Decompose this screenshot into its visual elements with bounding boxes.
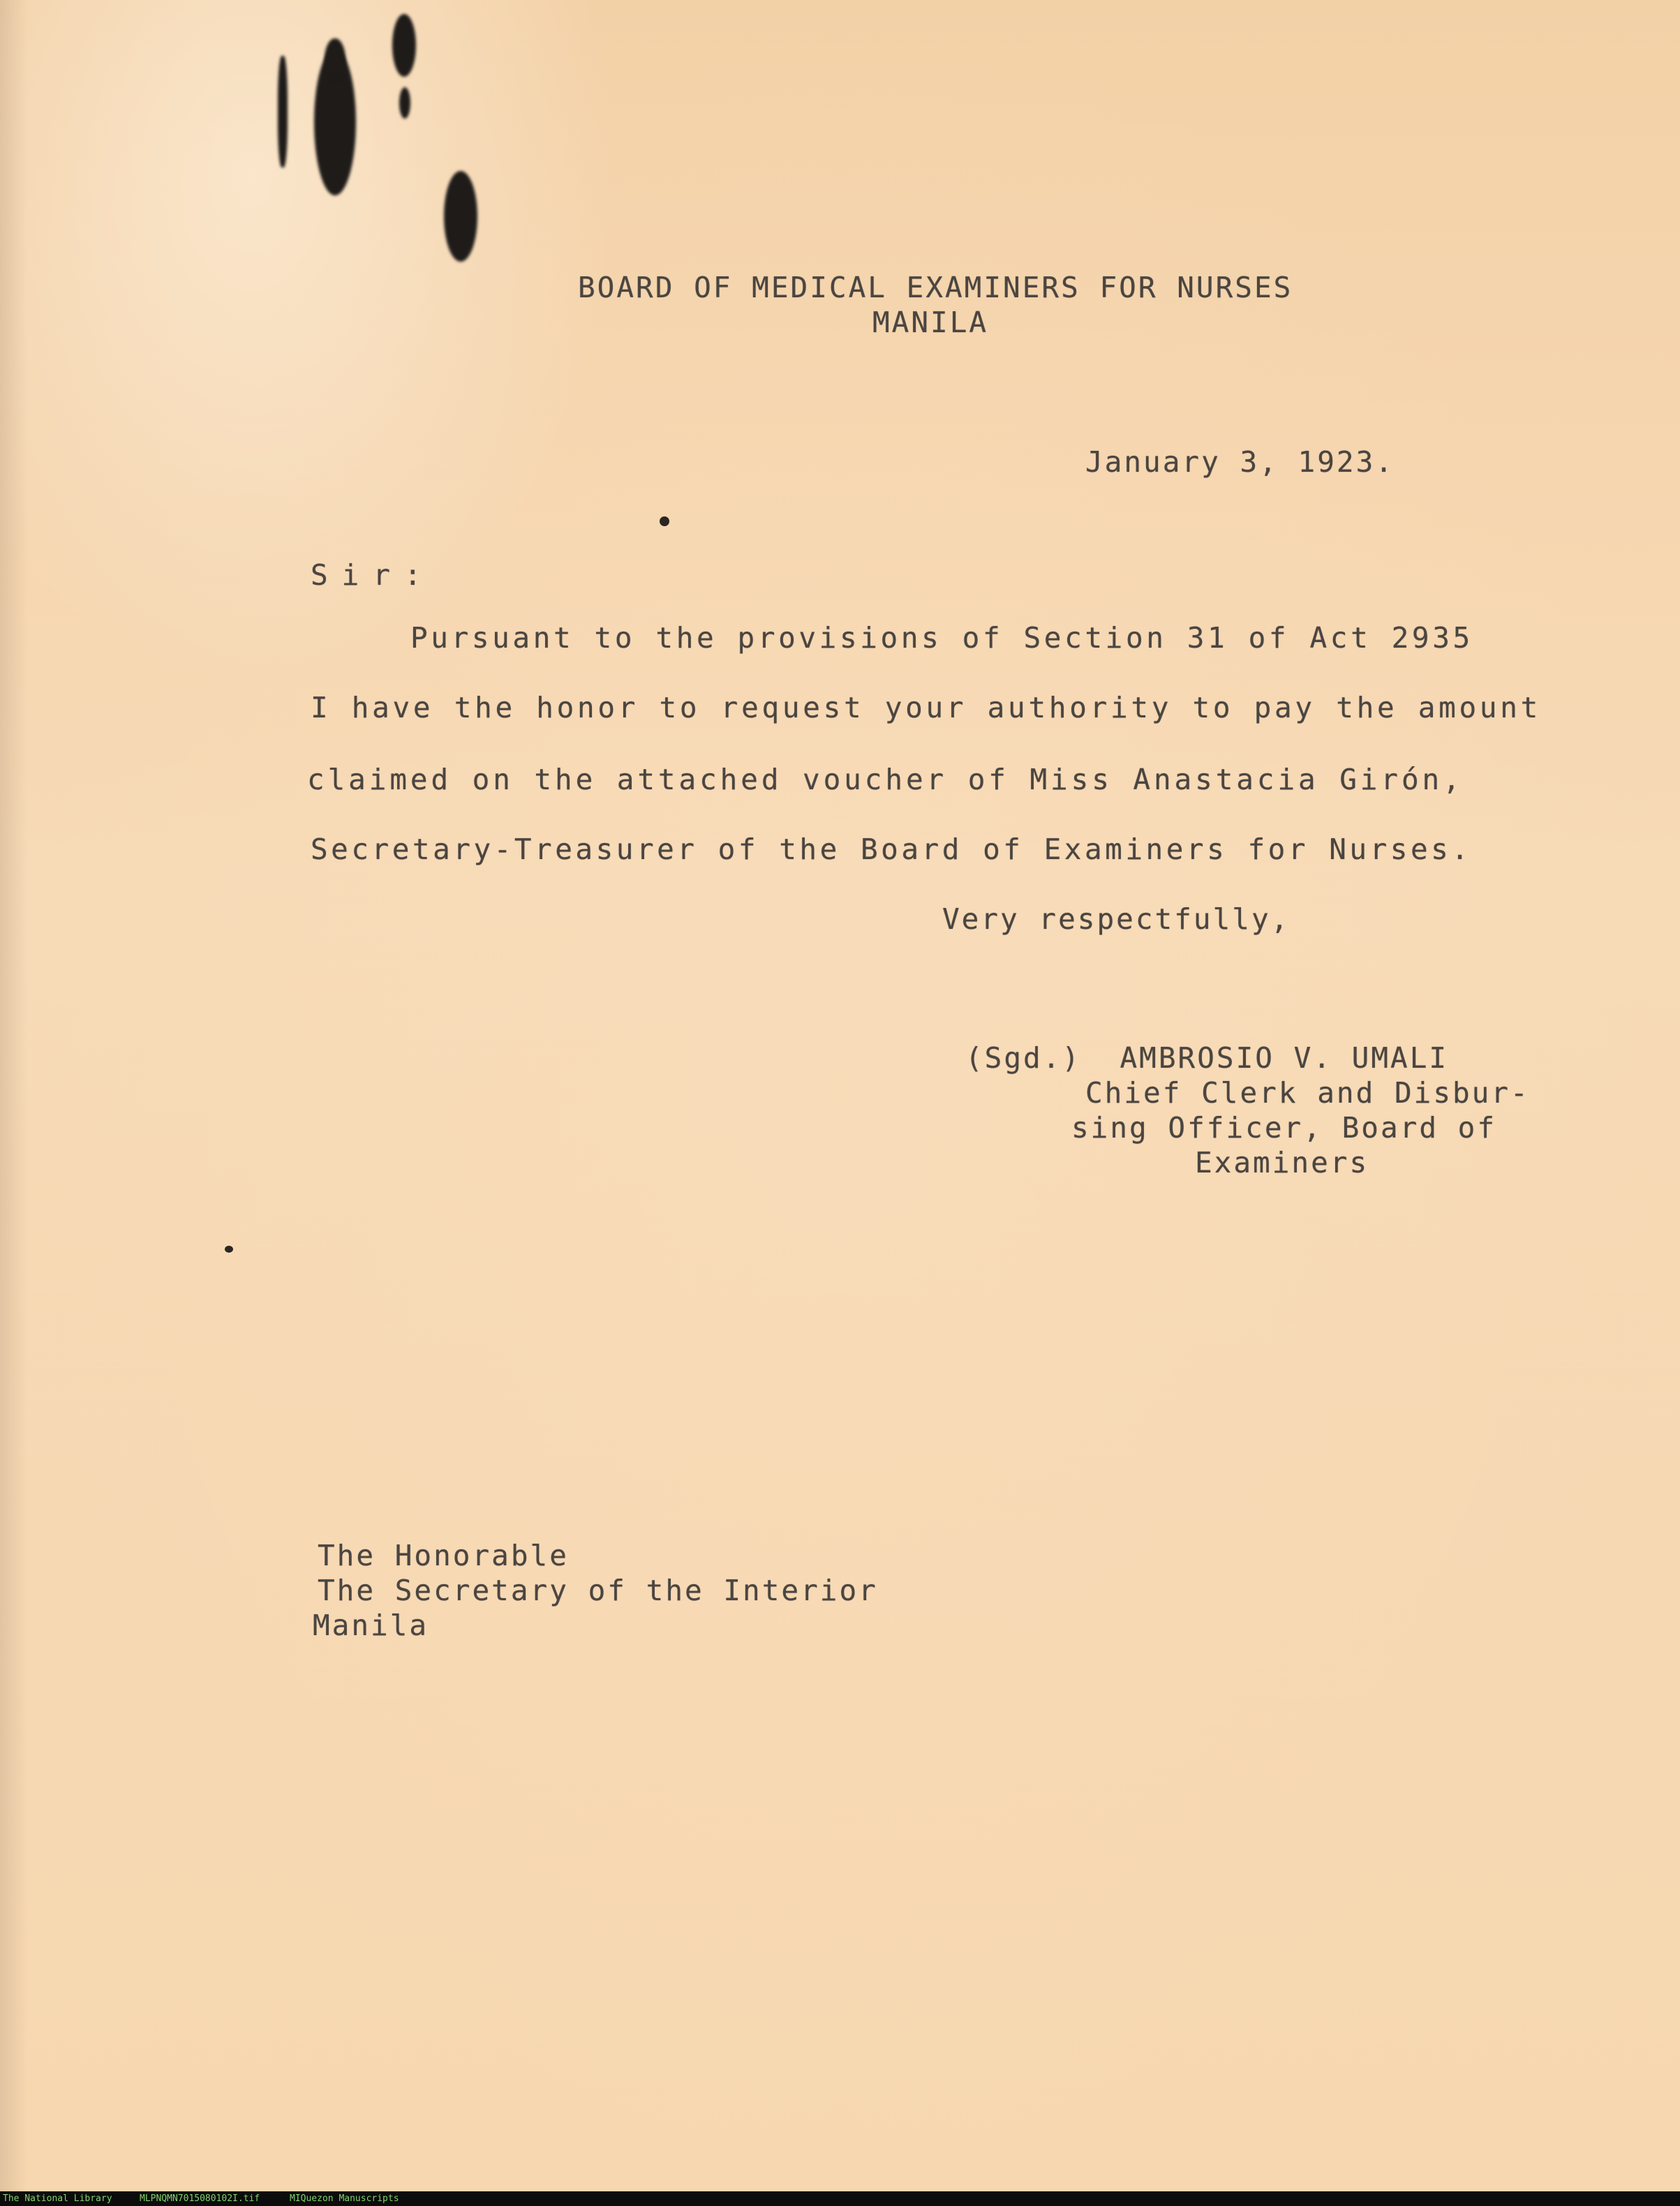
ink-blot: [278, 56, 288, 167]
addressee-line-3: Manila: [313, 1609, 429, 1642]
signature-line-4: Examiners: [1195, 1146, 1369, 1179]
signature-line-3: sing Officer, Board of: [1071, 1111, 1497, 1145]
signature-line-1: (Sgd.) AMBROSIO V. UMALI: [965, 1041, 1449, 1075]
archive-footer-bar: [0, 2191, 1680, 2206]
ink-blot: [392, 14, 416, 77]
body-line-3: claimed on the attached voucher of Miss Anastacia Girón,: [307, 763, 1464, 796]
closing: Very respectfully,: [942, 902, 1291, 936]
ink-blot: [444, 171, 477, 262]
footer-library: The National Library: [3, 2193, 112, 2204]
ink-blot: [325, 38, 345, 80]
footer-file-id: MLPNQMN7015080102I.tif: [140, 2193, 260, 2204]
ink-blot: [399, 87, 410, 119]
signature-line-2: Chief Clerk and Disbur-: [1085, 1076, 1530, 1110]
body-line-1: Pursuant to the provisions of Section 31 of Act 2935: [410, 621, 1473, 655]
ink-speck: [225, 1246, 233, 1253]
addressee-line-2: The Secretary of the Interior: [318, 1574, 878, 1607]
footer-collection: MIQuezon Manuscripts: [290, 2193, 399, 2204]
body-line-4: Secretary-Treasurer of the Board of Examiners for Nurses.: [311, 833, 1472, 866]
salutation: Sir:: [311, 558, 436, 592]
letterhead-city: MANILA: [872, 306, 989, 339]
page-edge-shadow: [0, 0, 28, 2191]
body-line-2: I have the honor to request your authority to pay the amount: [311, 691, 1542, 724]
addressee-line-1: The Honorable: [318, 1539, 569, 1572]
ink-speck: [660, 516, 669, 526]
letterhead-title: BOARD OF MEDICAL EXAMINERS FOR NURSES: [578, 271, 1293, 304]
letter-date: January 3, 1923.: [1085, 445, 1395, 479]
